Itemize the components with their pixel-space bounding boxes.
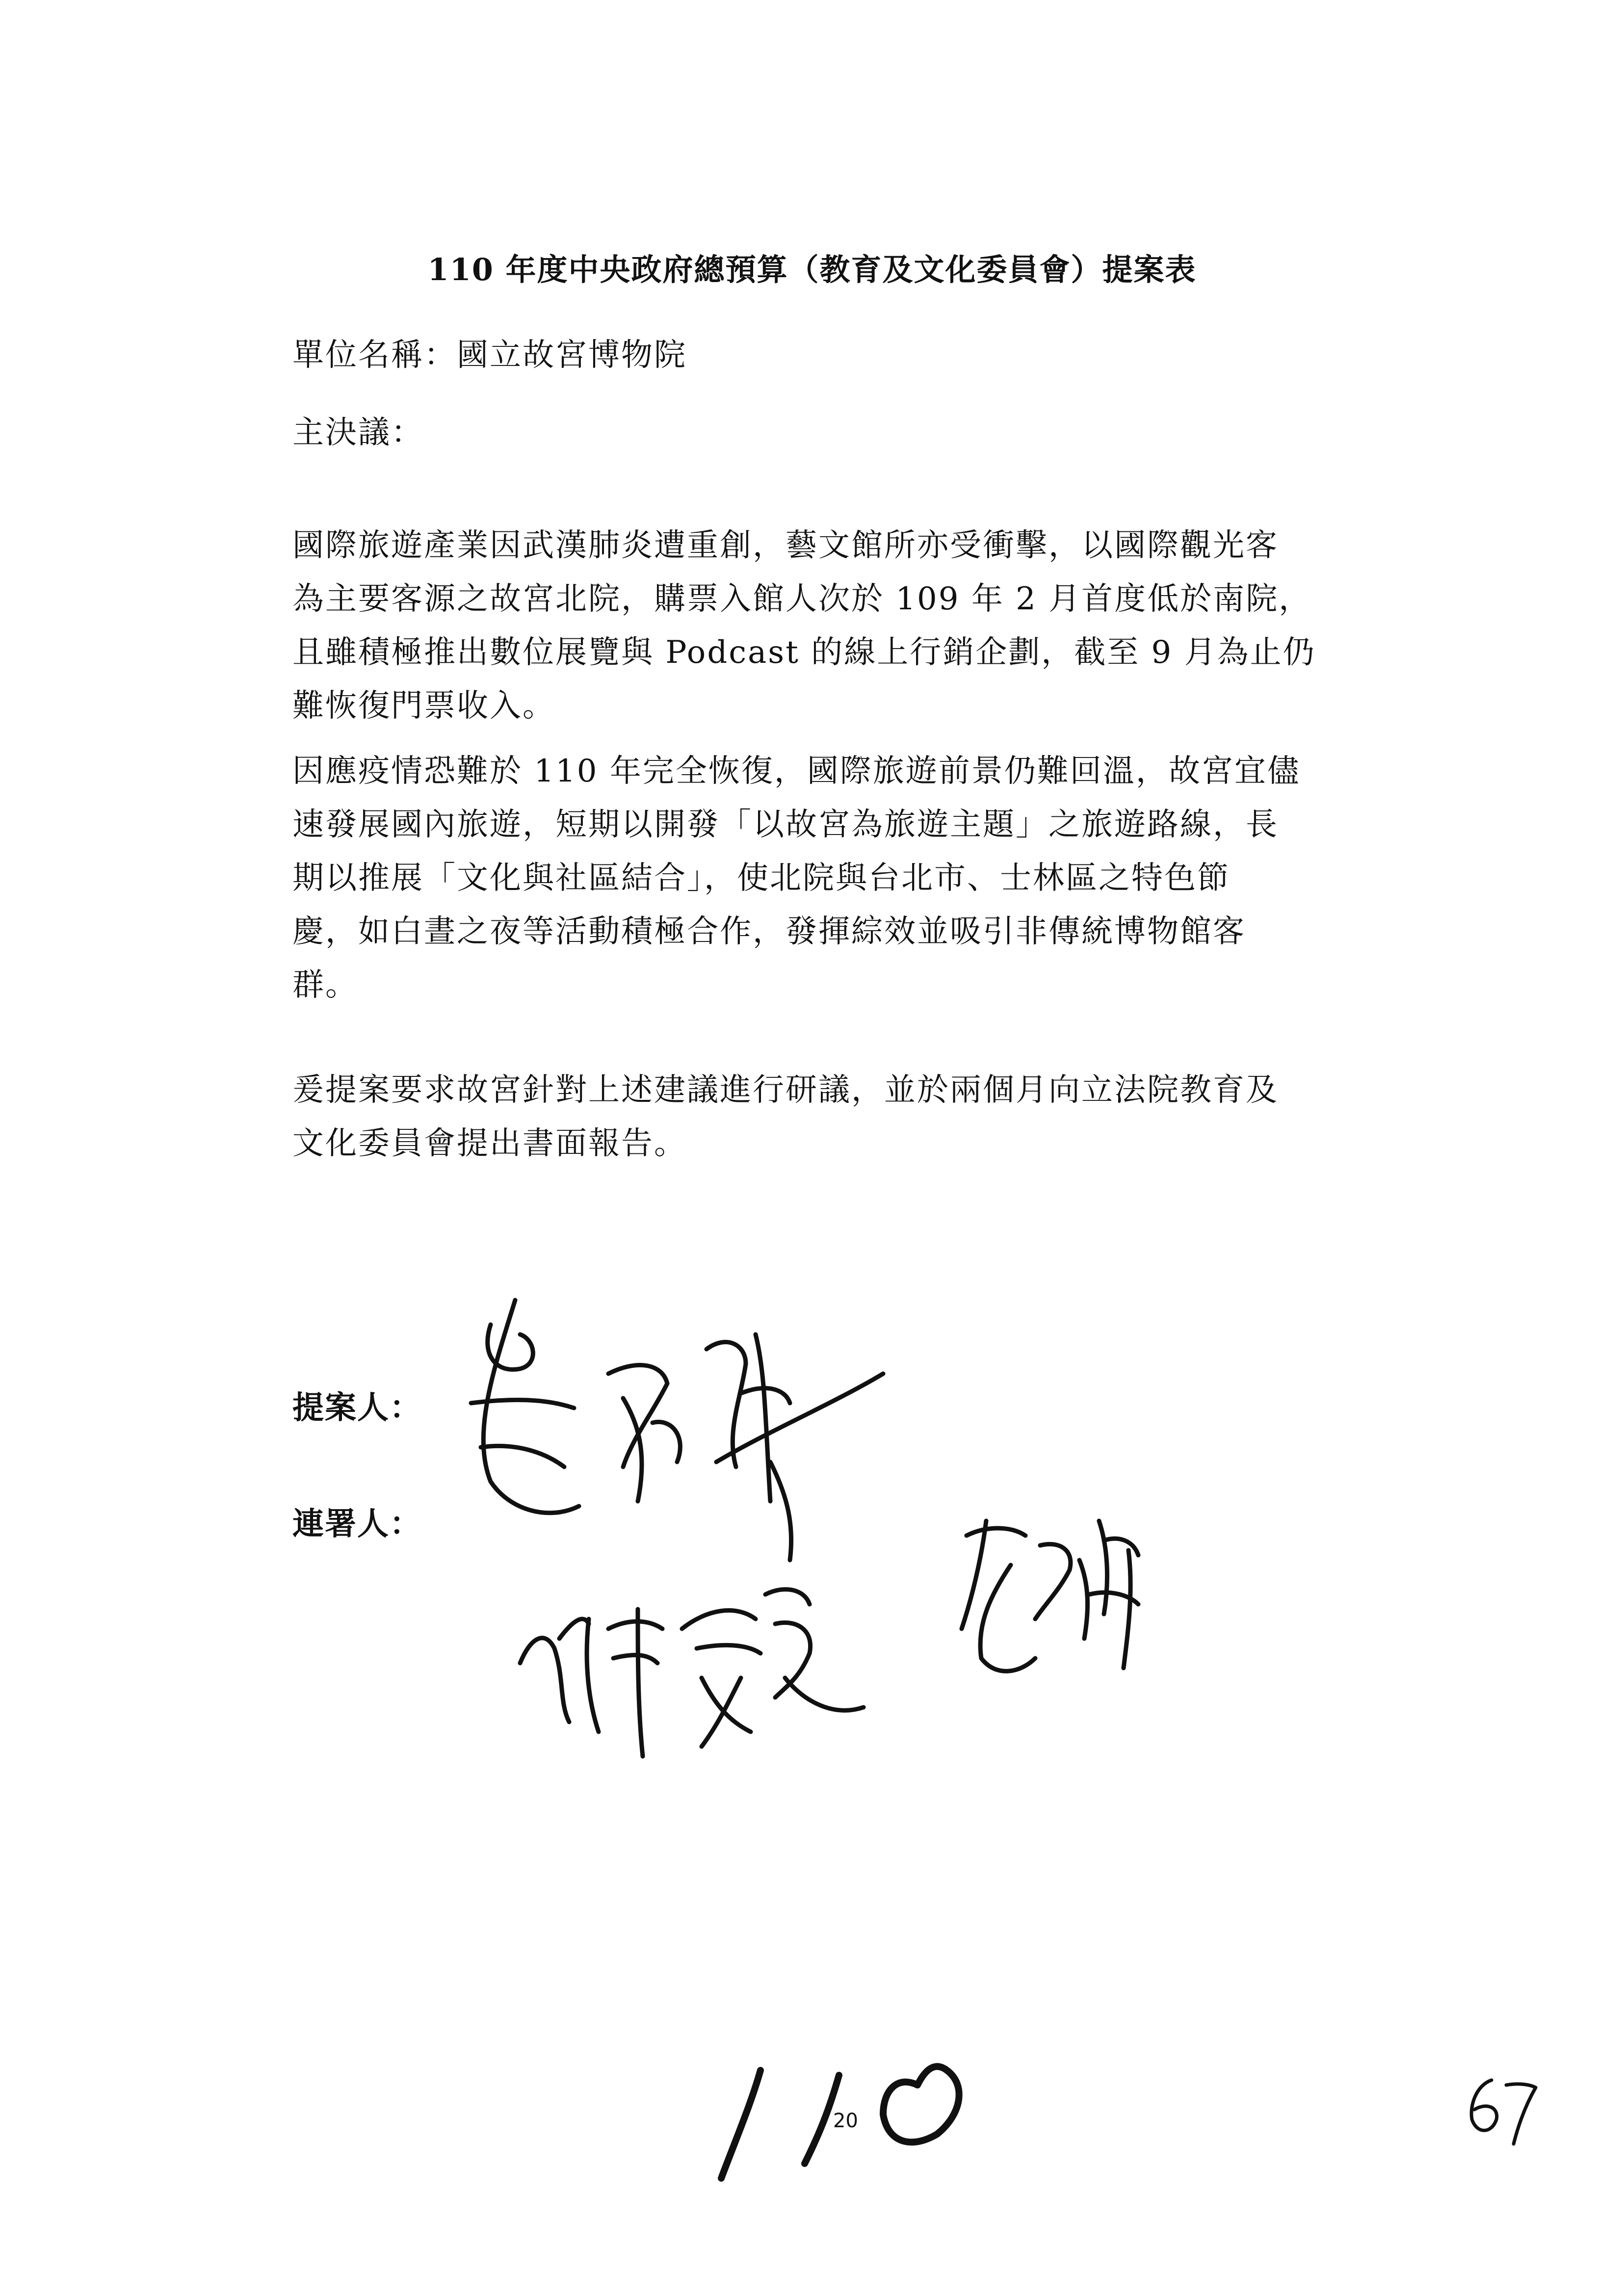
paragraph-line: 速發展國內旅遊，短期以開發「以故宮為旅遊主題」之旅遊路線，長	[292, 807, 1279, 843]
paragraph-line: 文化委員會提出書面報告。	[292, 1125, 687, 1162]
paragraph-line: 為主要客源之故宮北院，購票入館人次於 109 年 2 月首度低於南院，	[292, 581, 1312, 617]
proposer-label: 提案人：	[292, 1389, 422, 1426]
page-number: 20	[833, 2110, 858, 2132]
cosigner-signature-2	[962, 1521, 1138, 1671]
document-title: 110 年度中央政府總預算（教育及文化委員會）提案表	[427, 252, 1197, 287]
paragraph-line: 爰提案要求故宮針對上述建議進行研議，並於兩個月向立法院教育及	[292, 1072, 1279, 1108]
paragraph-line: 國際旅遊產業因武漢肺炎遭重創，藝文館所亦受衝擊，以國際觀光客	[292, 527, 1279, 564]
cosigner-label: 連署人：	[292, 1506, 422, 1542]
corner-handwritten-67	[1471, 2080, 1536, 2144]
cosigner-signature-1	[520, 1590, 864, 1756]
resolution-label: 主決議：	[292, 415, 424, 451]
paragraph-line: 群。	[292, 967, 358, 1003]
unit-name-line: 單位名稱：國立故宮博物院	[292, 337, 687, 373]
paragraph-line: 難恢復門票收入。	[292, 688, 555, 724]
proposer-signature	[471, 1300, 883, 1560]
paragraph-line: 慶，如白晝之夜等活動積極合作，發揮綜效並吸引非傳統博物館客	[292, 913, 1246, 950]
paragraph-line: 因應疫情恐難於 110 年完全恢復，國際旅遊前景仍難回溫，故宮宜儘	[292, 753, 1300, 789]
paragraph-line: 且雖積極推出數位展覽與 Podcast 的線上行銷企劃，截至 9 月為止仍	[292, 634, 1316, 671]
paragraph-line: 期以推展「文化與社區結合」，使北院與台北市、士林區之特色節	[292, 860, 1230, 896]
